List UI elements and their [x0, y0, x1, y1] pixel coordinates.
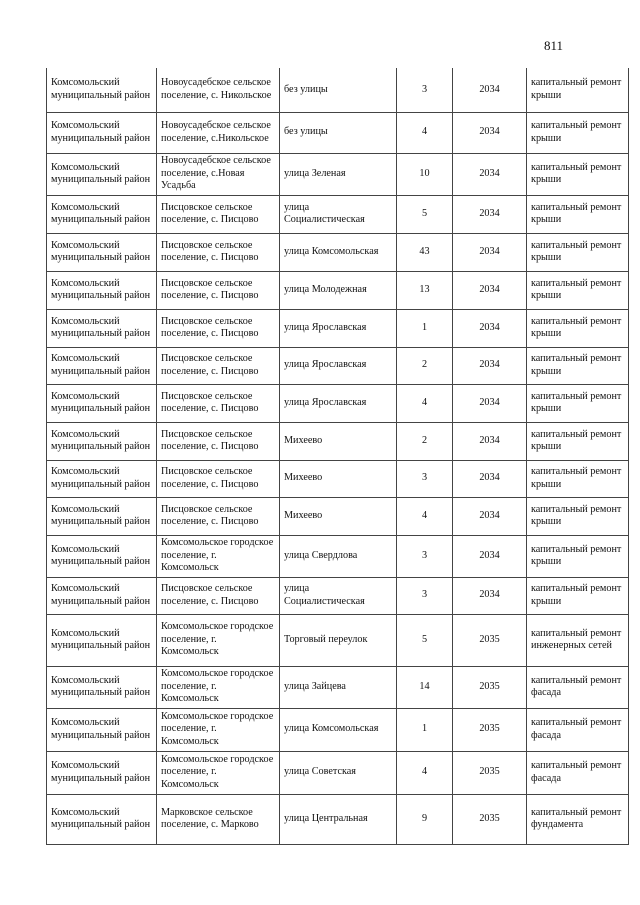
settlement-cell: Комсомольское городское поселение, г. Комсомольск: [157, 535, 280, 577]
work-type-cell: капитальный ремонт крыши: [527, 347, 629, 384]
work-type-cell: капитальный ремонт крыши: [527, 271, 629, 309]
table-row: [47, 497, 629, 535]
work-type-cell: капитальный ремонт фасада: [527, 666, 629, 708]
table-row: [47, 309, 629, 347]
district-cell: Комсомольский муниципальный район: [47, 271, 157, 309]
year-cell: 2034: [453, 68, 527, 112]
work-type-cell: капитальный ремонт крыши: [527, 497, 629, 535]
page-number: 811: [544, 38, 564, 53]
work-type-cell: капитальный ремонт крыши: [527, 460, 629, 497]
year-cell: 2035: [453, 708, 527, 751]
street-cell: улица Советская: [280, 751, 397, 794]
work-type-cell: капитальный ремонт крыши: [527, 112, 629, 153]
street-cell: Михеево: [280, 460, 397, 497]
work-type-cell: капитальный ремонт фасада: [527, 751, 629, 794]
district-cell: Комсомольский муниципальный район: [47, 460, 157, 497]
house-number-cell: 13: [397, 271, 453, 309]
settlement-cell: Новоусадебское сельское поселение, с.Никольское: [157, 112, 280, 153]
work-type-cell: капитальный ремонт инженерных сетей: [527, 614, 629, 666]
house-number-cell: 1: [397, 708, 453, 751]
house-number-cell: 3: [397, 577, 453, 614]
house-number-cell: 3: [397, 535, 453, 577]
table-row: [47, 68, 629, 112]
district-cell: Комсомольский муниципальный район: [47, 708, 157, 751]
table-row: [47, 112, 629, 153]
year-cell: 2034: [453, 195, 527, 233]
street-cell: улица Зайцева: [280, 666, 397, 708]
work-type-cell: капитальный ремонт крыши: [527, 68, 629, 112]
work-type-cell: капитальный ремонт крыши: [527, 577, 629, 614]
street-cell: улица Комсомольская: [280, 708, 397, 751]
table-row: [47, 271, 629, 309]
district-cell: Комсомольский муниципальный район: [47, 195, 157, 233]
house-number-cell: 43: [397, 233, 453, 271]
street-cell: улица Социалистическая: [280, 195, 397, 233]
street-cell: улица Ярославская: [280, 347, 397, 384]
year-cell: 2034: [453, 535, 527, 577]
street-cell: улица Молодежная: [280, 271, 397, 309]
district-cell: Комсомольский муниципальный район: [47, 153, 157, 195]
work-type-cell: капитальный ремонт крыши: [527, 233, 629, 271]
settlement-cell: Новоусадебское сельское поселение, с.Новая Усадьба: [157, 153, 280, 195]
year-cell: 2034: [453, 422, 527, 460]
table-row: [47, 535, 629, 577]
settlement-cell: Комсомольское городское поселение, г. Комсомольск: [157, 751, 280, 794]
table-row: [47, 666, 629, 708]
settlement-cell: Писцовское сельское поселение, с. Писцово: [157, 577, 280, 614]
street-cell: без улицы: [280, 112, 397, 153]
settlement-cell: Комсомольское городское поселение, г. Комсомольск: [157, 614, 280, 666]
street-cell: улица Зеленая: [280, 153, 397, 195]
district-cell: Комсомольский муниципальный район: [47, 794, 157, 844]
table-row: [47, 708, 629, 751]
settlement-cell: Писцовское сельское поселение, с. Писцово: [157, 271, 280, 309]
table-row: [47, 577, 629, 614]
district-cell: Комсомольский муниципальный район: [47, 233, 157, 271]
street-cell: Торговый переулок: [280, 614, 397, 666]
year-cell: 2034: [453, 497, 527, 535]
table-row: [47, 384, 629, 422]
house-number-cell: 2: [397, 347, 453, 384]
work-type-cell: капитальный ремонт фундамента: [527, 794, 629, 844]
house-number-cell: 5: [397, 614, 453, 666]
district-cell: Комсомольский муниципальный район: [47, 577, 157, 614]
work-type-cell: капитальный ремонт крыши: [527, 535, 629, 577]
street-cell: без улицы: [280, 68, 397, 112]
year-cell: 2035: [453, 794, 527, 844]
house-number-cell: 4: [397, 384, 453, 422]
table-row: [47, 195, 629, 233]
house-number-cell: 4: [397, 497, 453, 535]
table-body: [47, 68, 629, 844]
district-cell: Комсомольский муниципальный район: [47, 347, 157, 384]
work-type-cell: капитальный ремонт крыши: [527, 384, 629, 422]
settlement-cell: Писцовское сельское поселение, с. Писцово: [157, 497, 280, 535]
year-cell: 2034: [453, 384, 527, 422]
settlement-cell: Комсомольское городское поселение, г. Комсомольск: [157, 666, 280, 708]
district-cell: Комсомольский муниципальный район: [47, 422, 157, 460]
year-cell: 2034: [453, 577, 527, 614]
district-cell: Комсомольский муниципальный район: [47, 112, 157, 153]
table-row: [47, 794, 629, 844]
year-cell: 2035: [453, 751, 527, 794]
repair-schedule-table: [46, 68, 629, 845]
street-cell: Михеево: [280, 497, 397, 535]
table-row: [47, 614, 629, 666]
settlement-cell: Писцовское сельское поселение, с. Писцово: [157, 422, 280, 460]
work-type-cell: капитальный ремонт фасада: [527, 708, 629, 751]
settlement-cell: Писцовское сельское поселение, с. Писцово: [157, 347, 280, 384]
street-cell: Михеево: [280, 422, 397, 460]
settlement-cell: Комсомольское городское поселение, г. Комсомольск: [157, 708, 280, 751]
settlement-cell: Писцовское сельское поселение, с. Писцово: [157, 195, 280, 233]
work-type-cell: капитальный ремонт крыши: [527, 422, 629, 460]
settlement-cell: Новоусадебское сельское поселение, с. Никольское: [157, 68, 280, 112]
work-type-cell: капитальный ремонт крыши: [527, 309, 629, 347]
house-number-cell: 9: [397, 794, 453, 844]
district-cell: Комсомольский муниципальный район: [47, 384, 157, 422]
district-cell: Комсомольский муниципальный район: [47, 751, 157, 794]
street-cell: улица Центральная: [280, 794, 397, 844]
district-cell: Комсомольский муниципальный район: [47, 535, 157, 577]
settlement-cell: Писцовское сельское поселение, с. Писцово: [157, 309, 280, 347]
district-cell: Комсомольский муниципальный район: [47, 666, 157, 708]
year-cell: 2034: [453, 460, 527, 497]
year-cell: 2034: [453, 309, 527, 347]
year-cell: 2034: [453, 347, 527, 384]
settlement-cell: Марковское сельское поселение, с. Марково: [157, 794, 280, 844]
house-number-cell: 2: [397, 422, 453, 460]
house-number-cell: 4: [397, 112, 453, 153]
street-cell: улица Ярославская: [280, 384, 397, 422]
year-cell: 2034: [453, 112, 527, 153]
table-row: [47, 153, 629, 195]
house-number-cell: 3: [397, 68, 453, 112]
district-cell: Комсомольский муниципальный район: [47, 497, 157, 535]
year-cell: 2034: [453, 271, 527, 309]
table-row: [47, 422, 629, 460]
work-type-cell: капитальный ремонт крыши: [527, 153, 629, 195]
year-cell: 2034: [453, 233, 527, 271]
table-row: [47, 460, 629, 497]
district-cell: Комсомольский муниципальный район: [47, 309, 157, 347]
year-cell: 2035: [453, 666, 527, 708]
street-cell: улица Социалистическая: [280, 577, 397, 614]
year-cell: 2034: [453, 153, 527, 195]
street-cell: улица Свердлова: [280, 535, 397, 577]
year-cell: 2035: [453, 614, 527, 666]
house-number-cell: 5: [397, 195, 453, 233]
street-cell: улица Комсомольская: [280, 233, 397, 271]
table-row: [47, 233, 629, 271]
district-cell: Комсомольский муниципальный район: [47, 614, 157, 666]
settlement-cell: Писцовское сельское поселение, с. Писцово: [157, 460, 280, 497]
street-cell: улица Ярославская: [280, 309, 397, 347]
table-row: [47, 347, 629, 384]
house-number-cell: 14: [397, 666, 453, 708]
settlement-cell: Писцовское сельское поселение, с. Писцово: [157, 384, 280, 422]
house-number-cell: 3: [397, 460, 453, 497]
table-row: [47, 751, 629, 794]
house-number-cell: 1: [397, 309, 453, 347]
house-number-cell: 10: [397, 153, 453, 195]
house-number-cell: 4: [397, 751, 453, 794]
work-type-cell: капитальный ремонт крыши: [527, 195, 629, 233]
district-cell: Комсомольский муниципальный район: [47, 68, 157, 112]
settlement-cell: Писцовское сельское поселение, с. Писцово: [157, 233, 280, 271]
